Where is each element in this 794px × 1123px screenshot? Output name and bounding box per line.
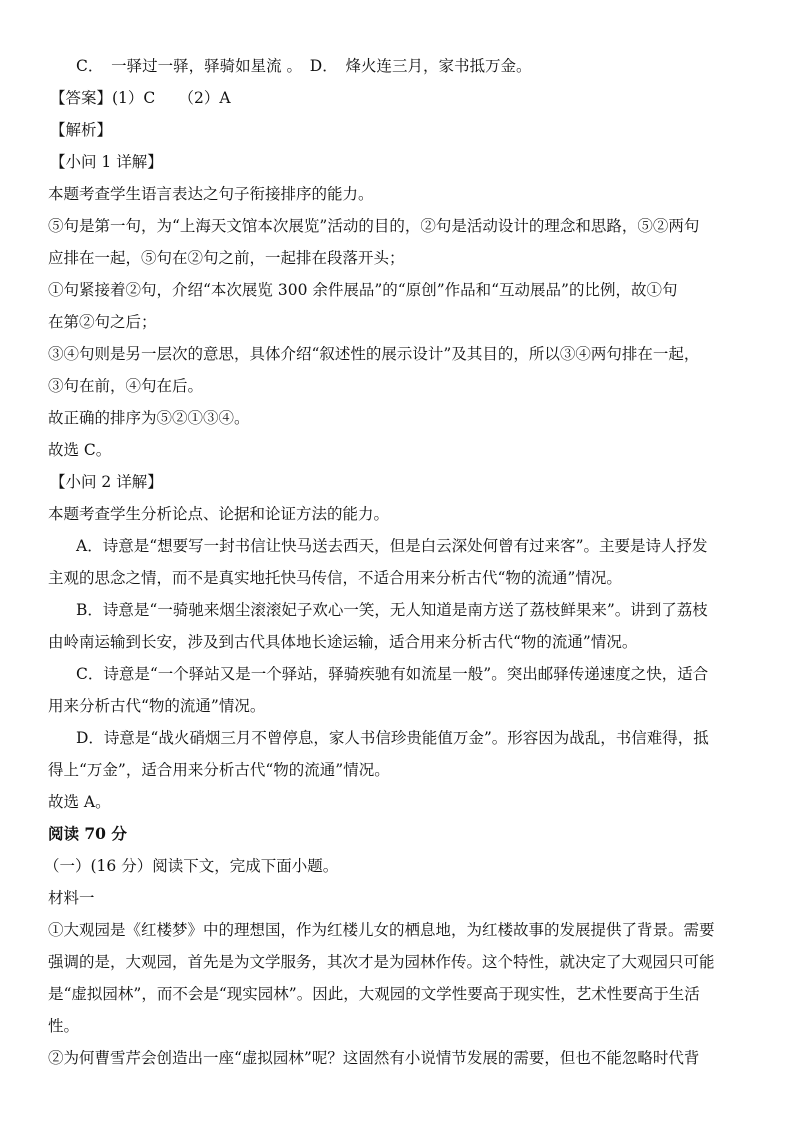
answer-line: 【答案】(1）C （2）A [50, 89, 231, 107]
subquestion-2-heading: 【小问 2 详解】 [50, 473, 163, 491]
paragraph-line: 故选 A。 [48, 793, 111, 811]
paragraph-line: ②为何曹雪芹会创造出一座“虚拟园林”呢？这固然有小说情节发展的需要，但也不能忽略时代背 [48, 1049, 700, 1067]
paragraph-line: 用来分析古代“物的流通”情况。 [48, 697, 266, 715]
analysis-option-d: D．诗意是“战火硝烟三月不曾停息，家人书信珍贵能值万金”。形容因为战乱，书信难得，抵 [76, 729, 709, 747]
paragraph-line: 是“虚拟园林”，而不会是“现实园林”。因此，大观园的文学性要高于现实性，艺术性要高于生活 [48, 985, 700, 1003]
option-line-c-d: C． 一驿过一驿，驿骑如星流 。 D． 烽火连三月，家书抵万金。 [76, 57, 532, 75]
paragraph-line: ⑤句是第一句，为“上海天文馆本次展览”活动的目的，②句是活动设计的理念和思路，⑤②两句 [48, 217, 700, 235]
paragraph-line: 得上“万金”，适合用来分析古代“物的流通”情况。 [48, 761, 390, 779]
material-title: 材料一 [48, 889, 95, 907]
paragraph-line: ①大观园是《红楼梦》中的理想国，作为红楼儿女的栖息地，为红楼故事的发展提供了背景。需要 [48, 921, 715, 939]
paragraph-line: ①句紧接着②句，介绍“本次展览 300 余件展品”的“原创”作品和“互动展品”的比例，故①句 [48, 281, 678, 299]
subquestion-1-heading: 【小问 1 详解】 [50, 153, 163, 171]
paragraph-line: 故正确的排序为⑤②①③④。 [48, 409, 250, 427]
section-heading: 阅读 70 分 [48, 824, 127, 843]
question-intro: （一）(16 分）阅读下文，完成下面小题。 [44, 857, 339, 875]
paragraph-line: 由岭南运输到长安，涉及到古代具体地长途运输，适合用来分析古代“物的流通”情况。 [48, 633, 638, 651]
analysis-option-b: B．诗意是“一骑驰来烟尘滚滚妃子欢心一笑，无人知道是南方送了荔枝鲜果来”。讲到了荔枝 [76, 601, 708, 619]
paragraph-line: 故选 C。 [48, 441, 112, 459]
paragraph-line: 主观的思念之情，而不是真实地托快马传信，不适合用来分析古代“物的流通”情况。 [48, 569, 622, 587]
analysis-option-c: C．诗意是“一个驿站又是一个驿站，驿骑疾驰有如流星一般”。突出邮驿传递速度之快，适合 [76, 665, 709, 683]
paragraph-line: ③句在前，④句在后。 [48, 377, 204, 395]
analysis-heading: 【解析】 [50, 121, 113, 139]
analysis-option-a: A．诗意是“想要写一封书信让快马送去西天，但是白云深处何曾有过来客”。主要是诗人抒发 [76, 537, 708, 555]
paragraph-line: 强调的是，大观园，首先是为文学服务，其次才是为园林作传。这个特性，就决定了大观园只可能 [48, 953, 715, 971]
paragraph-line: 性。 [48, 1017, 80, 1035]
paragraph-line: 应排在一起，⑤句在②句之前，一起排在段落开头； [48, 249, 405, 267]
paragraph-line: ③④句则是另一层次的意思，具体介绍“叙述性的展示设计”及其目的，所以③④两句排在一起， [48, 345, 700, 363]
paragraph-line: 本题考查学生语言表达之句子衔接排序的能力。 [48, 185, 374, 203]
paragraph-line: 在第②句之后； [48, 313, 157, 331]
paragraph-line: 本题考查学生分析论点、论据和论证方法的能力。 [48, 505, 390, 523]
